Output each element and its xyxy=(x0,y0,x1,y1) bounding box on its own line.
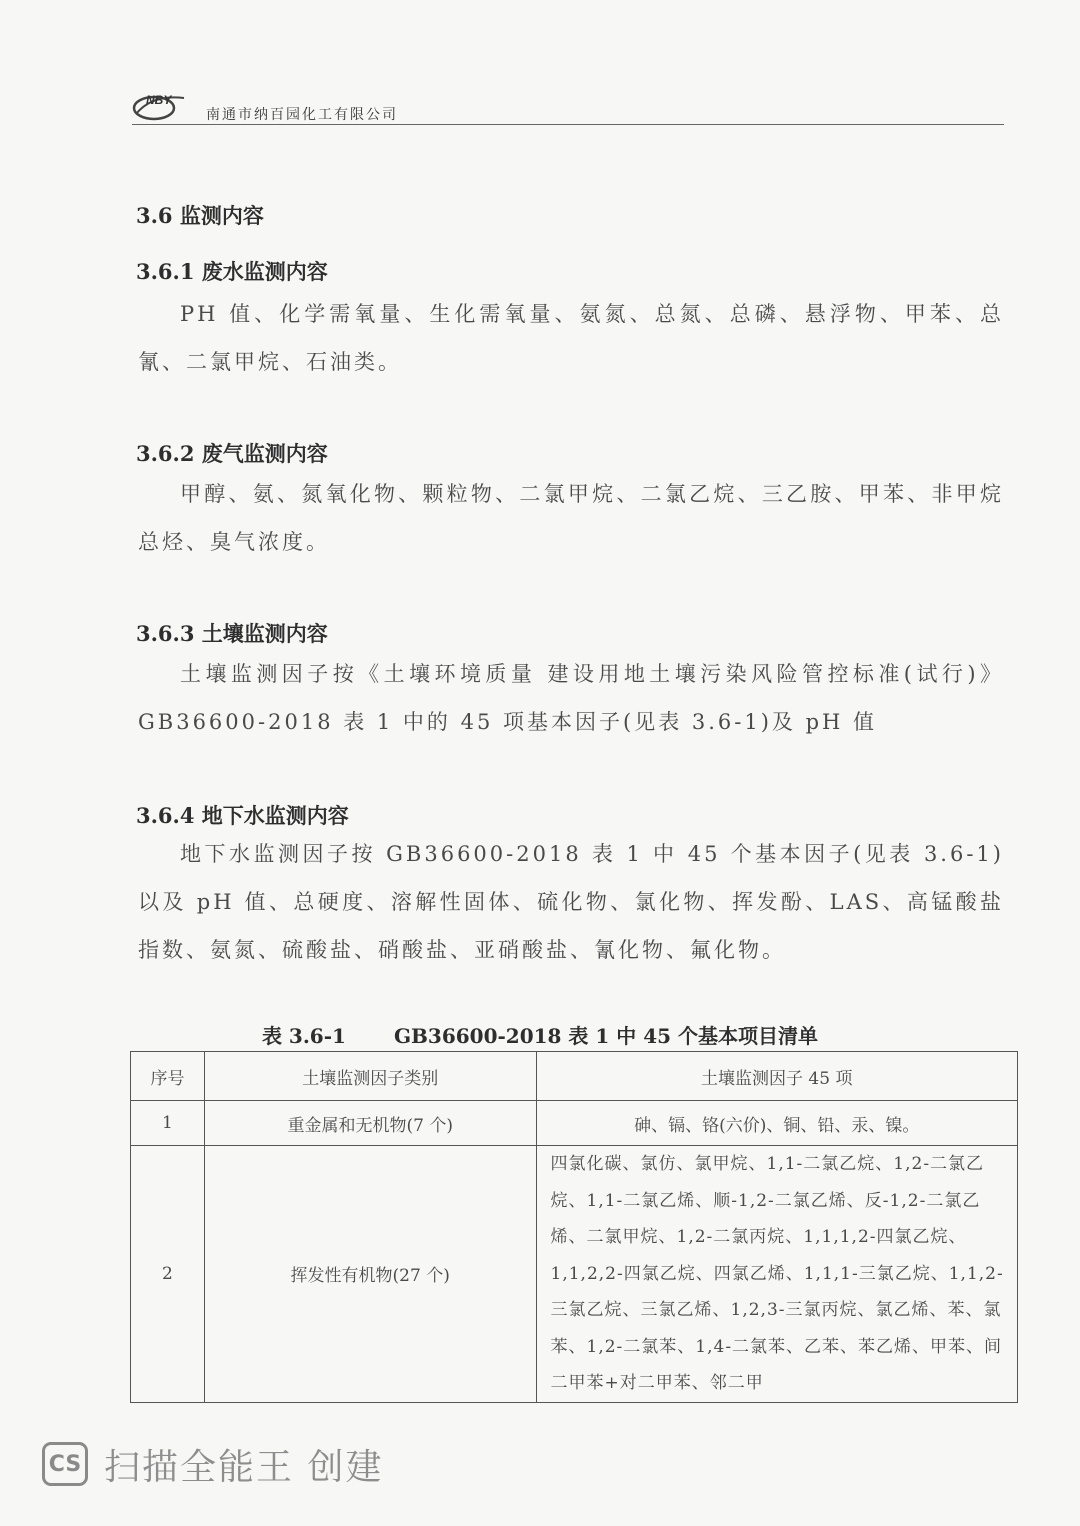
table-row xyxy=(131,1146,1018,1403)
section-text-3-6-2: 甲醇、氨、氮氧化物、颗粒物、二氯甲烷、二氯乙烷、三乙胺、甲苯、非甲烷总烃、臭气浓度。 xyxy=(138,482,1004,554)
row-category: 挥发性有机物(27 个) xyxy=(204,1146,536,1403)
table-row xyxy=(131,1101,1018,1146)
section-title-3-6-1: 3.6.1 废水监测内容 xyxy=(136,259,328,284)
header-no: 序号 xyxy=(131,1052,205,1101)
row-items: 四氯化碳、氯仿、氯甲烷、1,1-二氯乙烷、1,2-二氯乙烷、1,1-二氯乙烯、顺-1,2-二氯乙烯、反-1,2-二氯乙烯、二氯甲烷、1,2-二氯丙烷、1,1,1,2-四氯乙烷、1,1,2,2-四氯乙烷、四氯乙烯、1,1,1-三氯乙烷、1,1,2-三氯乙烷、三氯乙烯、1,2,3-三氯丙烷、氯乙烯、苯、氯苯、1,2-二氯苯、1,4-二氯苯、乙苯、苯乙烯、甲苯、间二甲苯+对二甲苯、邻二甲 xyxy=(536,1146,1018,1403)
logo-text: NBY xyxy=(146,93,172,107)
section-text-3-6-3: 土壤监测因子按《土壤环境质量 建设用地土壤污染风险管控标准(试行)》GB36600-2018 表 1 中的 45 项基本因子(见表 3.6-1)及 pH 值 xyxy=(138,662,1004,734)
company-logo xyxy=(132,88,200,122)
scanner-watermark xyxy=(42,1440,383,1488)
section-text-3-6-4: 地下水监测因子按 GB36600-2018 表 1 中 45 个基本因子(见表 3.6-1)以及 pH 值、总硬度、溶解性固体、硫化物、氯化物、挥发酚、LAS、高锰酸盐指数、氨氮、硫酸盐、硝酸盐、亚硝酸盐、氰化物、氟化物。 xyxy=(138,842,1004,962)
camscanner-icon: CS xyxy=(42,1442,88,1486)
section-title-3-6-2: 3.6.2 废气监测内容 xyxy=(136,441,328,466)
section-title-3-6-4: 3.6.4 地下水监测内容 xyxy=(136,803,349,828)
section-text-3-6-1: PH 值、化学需氧量、生化需氧量、氨氮、总氮、总磷、悬浮物、甲苯、总氰、二氯甲烷、石油类。 xyxy=(138,302,1004,374)
row-items: 砷、镉、铬(六价)、铜、铅、汞、镍。 xyxy=(536,1101,1018,1146)
company-name: 南通市纳百园化工有限公司 xyxy=(206,107,398,123)
header-category: 土壤监测因子类别 xyxy=(204,1052,536,1101)
row-category: 重金属和无机物(7 个) xyxy=(204,1101,536,1146)
table-caption-number: 表 3.6-1 xyxy=(261,1024,346,1048)
row-no: 2 xyxy=(131,1146,205,1403)
monitoring-factors-table xyxy=(130,1051,1018,1403)
section-title-3-6-3: 3.6.3 土壤监测内容 xyxy=(136,621,328,646)
table-caption-title: GB36600-2018 表 1 中 45 个基本项目清单 xyxy=(393,1024,819,1048)
section-title-3-6: 3.6 监测内容 xyxy=(136,203,264,228)
header-items: 土壤监测因子 45 项 xyxy=(536,1052,1018,1101)
page-header xyxy=(132,88,1004,125)
watermark-text: 扫描全能王 创建 xyxy=(104,1446,384,1488)
table-header-row xyxy=(131,1052,1018,1101)
table-caption xyxy=(0,1020,1080,1049)
row-no: 1 xyxy=(131,1101,205,1146)
